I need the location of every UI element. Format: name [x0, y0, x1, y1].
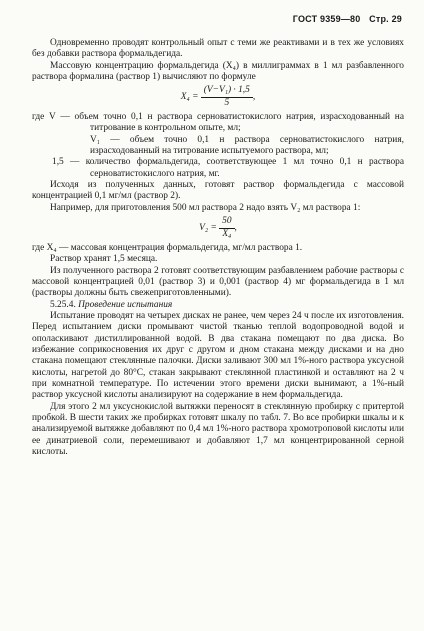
formula-numerator: (V−V₁) · 1,5	[201, 85, 253, 97]
paragraph-test-procedure: Испытание проводят на четырех дисках не ранее, чем через 24 ч после их изготовления. Перед испытанием диски промывают чистой тканью теплой водопроводной водой и ополаскивают дистиллированной водой. В два стакана помещают по два диска. Во избежание соприкосновения их друг с другом и дном стакана между дисками и на дно стакана помещают стеклянные палочки. Диски заливают 300 мл 1%-ного раствора уксусной кислоты, нагретой до 80°С, стакан закрывают стеклянной пластинкой и оставляют на 2 ч при комнатной температуре. По истечении этого времени диски вынимают, а 1%-ный раствор уксусной кислоты анализируют на содержание в нем формальдегида.	[32, 310, 404, 401]
section-title: Проведение испытания	[78, 299, 173, 310]
definition-x4: где X₄ — массовая концентрация формальдегида, мг/мл раствора 1.	[32, 242, 303, 253]
formula-tail: ,	[252, 92, 256, 103]
formula-lhs: X₄ =	[180, 92, 199, 103]
page-header	[287, 14, 402, 25]
paragraph-concentration: Массовую концентрацию формальдегида (X₄) в миллиграммах в 1 мл разбавленного раствора формалина (раствор 1) вычисляют по формуле	[32, 60, 404, 83]
page-number: Стр. 29	[369, 14, 402, 24]
formula-denominator: 5	[224, 97, 230, 108]
formula2-tail: ,	[234, 223, 237, 234]
definition-1-5: 1,5 — количество формальдегида, соответствующее 1 мл точно 0,1 н раствора серноватистокислого натрия, мг.	[52, 157, 404, 179]
formula2-lhs: V₂ =	[199, 223, 217, 234]
paragraph-solution-2: Исходя из полученных данных, готовят раствор формальдегида с массовой концентрацией 0,1 мг/мл (раствор 2).	[32, 180, 404, 202]
definition-v1: V₁ — объем точно 0,1 н раствора серноватистокислого натрия, израсходованный на титрование испытуемого раствора, мл;	[90, 134, 404, 157]
paragraph-scale-prep: Для этого 2 мл уксуснокислой вытяжки переносят в стеклянную пробирку с притертой пробкой. В шести таких же пробирках готовят шкалу по табл. 7. Во все пробирки шкалы и к анализируемой вытяжке добавляют по 0,4 мл 1%-ного раствора хромотроповой кислоты или ее динатриевой соли, перемешивают и добавляют 1,7 мл концентрированной серной кислоты.	[32, 401, 404, 458]
standard-number: ГОСТ 9359—80	[292, 14, 361, 24]
paragraph-storage: Раствор хранят 1,5 месяца.	[50, 254, 158, 265]
section-heading	[32, 300, 404, 311]
paragraph-control-experiment: Одновременно проводят контрольный опыт с теми же реактивами и в тех же условиях без добавки раствора формальдегида.	[32, 38, 404, 60]
formula-fraction	[201, 85, 256, 109]
paragraph-example: Например, для приготовления 500 мл раствора 2 надо взять V₂ мл раствора 1:	[50, 202, 361, 213]
formula2-fraction	[219, 216, 234, 240]
page-body	[32, 38, 404, 458]
paragraph-working-solutions: Из полученного раствора 2 готовят соответствующим разбавлением рабочие растворы с массовой концентрацией 0,01 (раствор 3) и 0,001 (раствор 4) мг формальдегида в 1 мл (растворы должны быть свежеприготовленными).	[32, 265, 404, 299]
definition-v: где V — объем точно 0,1 н раствора серноватистокислого натрия, израсходованный на титрование в контрольном опыте, мл;	[32, 112, 404, 134]
formula-x4	[32, 85, 404, 109]
section-number: 5.25.4.	[50, 299, 76, 310]
formula2-denominator: X₄	[222, 228, 232, 239]
formula2-numerator: 50	[219, 216, 234, 228]
formula-v2	[32, 216, 404, 240]
